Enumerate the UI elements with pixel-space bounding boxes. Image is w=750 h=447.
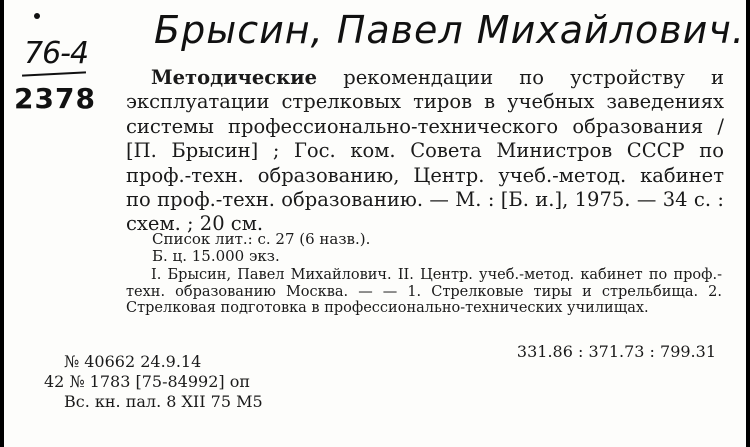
description-paragraph [126, 66, 724, 237]
price-print-run: Б. ц. 15.000 экз. [152, 247, 280, 265]
call-number-top: 76-4 [24, 36, 89, 71]
bibliography-note: Список лит.: с. 27 (6 назв.). [152, 230, 371, 248]
call-number-divider [22, 71, 86, 76]
registration-line-3: Вс. кн. пал. 8 XII 75 М5 [64, 392, 263, 411]
registration-line-2: 42 № 1783 [75-84992] оп [44, 372, 251, 391]
bibliographic-description [126, 66, 724, 237]
registration-line-1: № 40662 24.9.14 [64, 352, 202, 371]
call-number-bottom: 2378 [14, 82, 96, 115]
handwritten-author: Брысин, Павел Михайлович. [154, 8, 745, 52]
title-first-word: Методические [151, 66, 318, 89]
classification-numbers: 331.86 : 371.73 : 799.31 [516, 342, 716, 361]
description-text: рекомендации по устройству и эксплуатации стрелковых тиров в учебных заведениях системы профессионально-технического образования / [П. Брысин] ; Гос. ком. Совета Министров СССР по проф.-техн. образованию, Центр. учеб.-метод. кабинет по проф.-техн. образованию. — М. : [Б. и.], 1975. — 34 с. : схем. ; 20 см. [126, 66, 725, 236]
ink-dot [34, 13, 40, 19]
tracings: I. Брысин, Павел Михайлович. II. Центр. учеб.-метод. кабинет по проф.-техн. образованию Москва. — — 1. Стрелковые тиры и стрельбища. 2. Стрелковая подготовка в профессионально-технических училищах. [126, 267, 722, 317]
